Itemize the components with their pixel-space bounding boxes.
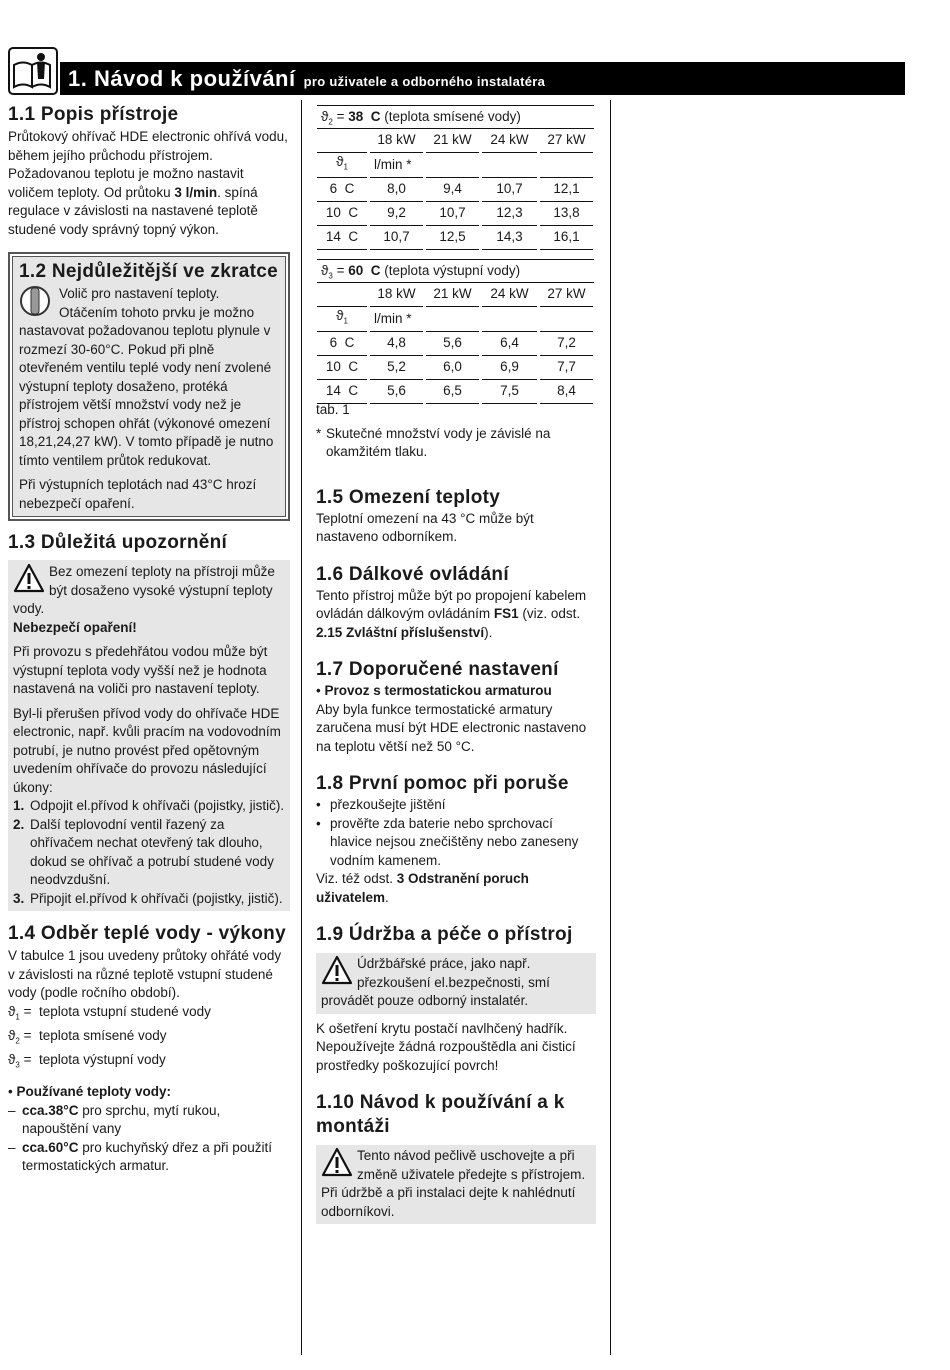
flow-table-38 <box>314 105 596 250</box>
section-text: Viz. též odst. 3 Odstranění poruch uživatelem. <box>316 871 529 905</box>
warning-box <box>316 953 596 1014</box>
list-item: – cca.60°C pro kuchyňský dřez a při použití termostatických armatur. <box>8 1139 273 1174</box>
table-cell: $ϑ_1$ <box>317 307 367 332</box>
section-subheading: • Provoz s termostatickou armaturou <box>316 683 552 698</box>
important-box <box>8 252 290 521</box>
table-row: 14 C 5,6 6,5 7,5 8,4 <box>317 380 593 404</box>
section-title: 1.3 Důležitá upozornění <box>8 532 228 553</box>
table-row: 10 C 9,2 10,7 12,3 13,8 <box>317 202 593 226</box>
warning-text: Bez omezení teploty na přístroji může být dosaženo vysoké výstupní teploty vody. <box>13 564 275 616</box>
list-item: 1. Odpojit el.přívod k ohřívači (pojistky, jistič). <box>13 798 285 813</box>
page-title: 1. Návod k používání <box>68 66 296 91</box>
list-item: • prověřte zda baterie nebo sprchovací hlavice nejsou znečištěny nebo zaneseny vodním kamenem. <box>316 815 598 871</box>
section-title: 1.9 Údržba a péče o přístroj <box>316 924 573 945</box>
definition-row: $ϑ_1$ = teplota vstupní studené vody <box>8 1003 211 1022</box>
section-title: 1.5 Omezení teploty <box>316 486 501 508</box>
page-header <box>60 62 905 95</box>
warning-emphasis: Nebezpečí opaření! <box>13 619 137 635</box>
table-header: 21 kW <box>426 283 479 307</box>
table-label: tab. 1 <box>316 402 350 417</box>
section-text: Při provozu s předehřátou vodou může být výstupní teplota vody vyšší než je hodnota nastavená na voliči pro nastavení teploty. <box>13 644 268 696</box>
list-item: • přezkoušejte jištění <box>316 796 598 815</box>
middle-column <box>316 401 598 1224</box>
table-row: 6 C 8,0 9,4 10,7 12,1 <box>317 178 593 202</box>
warning-text: Tento návod pečlivě uschovejte a při změně uživatele předejte s přístrojem. Při údržbě a při instalaci dejte k nahlédnutí odborníkovi. <box>321 1148 586 1219</box>
table-caption: $ϑ_3 = 60$ C (teplota výstupní vody) <box>317 259 594 283</box>
section-text: Aby byla funkce termostatické armatury zaručena musí být HDE electronic nastaveno na teplotu větší než 50 °C. <box>316 701 587 754</box>
warning-box <box>316 1145 596 1224</box>
warning-text: Údržbářské práce, jako např. přezkoušení el.bezpečnosti, smí provádět pouze odborný instalatér. <box>321 956 550 1008</box>
section-text: K ošetření krytu postačí navlhčený hadřík. Nepoužívejte žádná rozpouštědla ani čisticí prostředky poškozující povrch! <box>316 1020 576 1073</box>
warning-icon <box>321 955 353 985</box>
steps-list <box>13 797 286 908</box>
table-row: 6 C 4,8 5,6 6,4 7,2 <box>317 332 593 356</box>
section-title: 1.6 Dálkové ovládání <box>316 563 509 585</box>
section-text: Byl-li přerušen přívod vody do ohřívače HDE electronic, např. kvůli pracím na vodovodním potrubí, je nutno provést před opětovným uvedením ohřívače do provozu následující úkony: <box>13 705 281 795</box>
warning-icon <box>321 1147 353 1177</box>
column-divider <box>301 100 302 1355</box>
table-header: 24 kW <box>482 129 537 153</box>
section-title: 1.8 První pomoc při poruše <box>316 773 569 794</box>
section-title: 1.1 Popis přístroje <box>8 104 179 125</box>
definition-row: $ϑ_3$ = teplota výstupní vody <box>8 1051 166 1070</box>
table-header: 27 kW <box>540 283 593 307</box>
section-subheading: • Používané teploty vody: <box>8 1084 172 1100</box>
section-text: Při výstupních teplotách nad 43°C hrozí nebezpečí opaření. <box>19 477 257 511</box>
book-reader-icon <box>8 47 58 95</box>
table-cell: $ϑ_1$ <box>317 153 367 178</box>
left-column <box>8 103 290 1176</box>
section-title: 1.2 Nejdůležitější ve zkratce <box>19 261 278 282</box>
checklist <box>316 796 598 870</box>
column-divider <box>610 100 611 1355</box>
temperature-dial-icon <box>19 285 51 317</box>
warning-box <box>8 560 290 911</box>
table-cell: l/min * <box>370 153 423 178</box>
table-cell: l/min * <box>370 307 423 332</box>
table-caption: $ϑ_2 = 38$ C (teplota smísené vody) <box>317 105 594 129</box>
table-row: 14 C 10,7 12,5 14,3 16,1 <box>317 226 593 250</box>
page-subtitle: pro uživatele a odborného instalatéra <box>303 74 546 89</box>
flow-table-60 <box>314 259 596 404</box>
section-text: Teplotní omezení na 43 °C může být nastaveno odborníkem. <box>316 510 534 544</box>
table-header: 24 kW <box>482 283 537 307</box>
section-text: Volič pro nastavení teploty. Otáčením tohoto prvku je možno nastavovat požadovanou teplotu plynule v rozmezí 30-60°C. Pokud při plně otevřeném ventilu teplé vody není zvolené výstupní teploty dosaženo, protéká přístrojem větší množství vody než je přístroj schopen ohřát (výkonové omezení 18,21,24,27 kW). V tomto případě je nutno tímto ventilem průtok redukovat. <box>19 286 274 468</box>
table-header: 21 kW <box>426 129 479 153</box>
list-item: 3. Připojit el.přívod k ohřívači (pojistky, jistič). <box>13 890 283 906</box>
warning-icon <box>13 563 45 593</box>
section-text: Průtokový ohřívač HDE electronic ohřívá vodu, během jejího průchodu přístrojem. Požadovanou teplotu je možno nastavit voličem teploty. Od průtoku 3 l/min. spíná regulace v závislosti na nastavené teplotě studené vody správný topný výkon. <box>8 129 288 237</box>
section-title: 1.10 Návod k používání a k montáži <box>316 1092 565 1137</box>
section-title: 1.4 Odběr teplé vody - výkony <box>8 923 286 944</box>
section-text: V tabulce 1 jsou uvedeny průtoky ohřáté vody v závislosti na různé teplotě vstupní studené vody (podle ročního období). <box>8 948 282 1000</box>
table-header: 18 kW <box>370 283 423 307</box>
section-title: 1.7 Doporučené nastavení <box>316 659 559 680</box>
definition-row: $ϑ_2$ = teplota smísené vody <box>8 1027 167 1046</box>
table-row: 10 C 5,2 6,0 6,9 7,7 <box>317 356 593 380</box>
table-header: 27 kW <box>540 129 593 153</box>
list-item: – cca.38°C pro sprchu, mytí rukou, napouštění vany <box>8 1102 221 1137</box>
symbol-definitions <box>8 1003 290 1076</box>
table-footnote: * Skutečné množství vody je závislé na okamžitém tlaku. <box>316 425 551 459</box>
table-header: 18 kW <box>370 129 423 153</box>
section-text: Tento přístroj může být po propojení kabelem ovládán dálkovým ovládáním FS1 (viz. odst. 2.15 Zvláštní příslušenství). <box>316 587 587 640</box>
list-item: 2. Další teplovodní ventil řazený za ohřívačem nechat otevřený tak dlouho, dokud se ohřívač a potrubí studené vody neodvzdušní. <box>13 816 274 887</box>
